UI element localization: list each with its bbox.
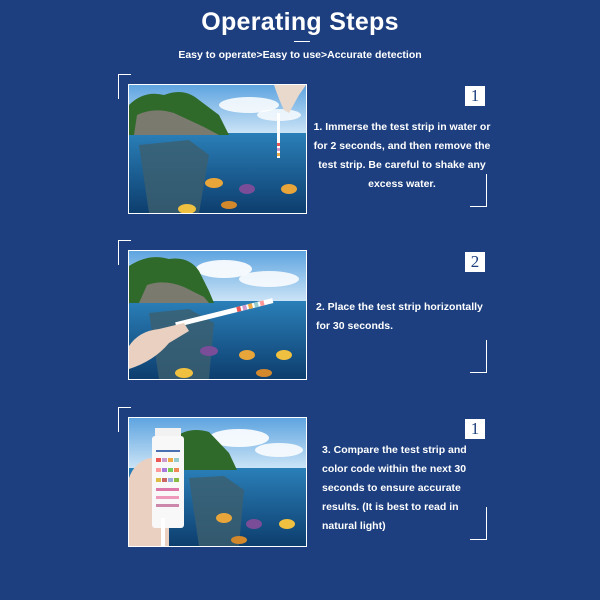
step-3-instruction: 3. Compare the test strip and color code within the next 30 seconds to ensure accurate results. (It is best to read in natural light) [322,444,467,532]
step-number-badge: 1 [465,419,485,439]
step-3-photo [128,417,307,547]
step-2 [0,240,600,380]
horizontal-strip-illustration [129,251,306,379]
corner-bracket-bottom-right [470,507,487,540]
step-1-instruction: 1. Immerse the test strip in water or for 2 seconds, and then remove the test strip. Be careful to shake any excess water. [313,121,491,190]
compare-color-chart-illustration [129,418,306,546]
step-1-photo [128,84,307,214]
page-subtitle: Easy to operate>Easy to use>Accurate detection [178,49,422,61]
corner-bracket-bottom-right [470,340,487,373]
immerse-strip-illustration [129,85,306,213]
step-3 [0,407,600,547]
corner-bracket-bottom-right [470,174,487,207]
page-title: Operating Steps [201,8,399,36]
step-2-instruction: 2. Place the test strip horizontally for 30 seconds. [316,301,483,332]
step-2-photo [128,250,307,380]
step-number-badge: 2 [465,252,485,272]
step-1 [0,74,600,214]
step-number-badge: 1 [465,86,485,106]
title-underline [294,41,310,42]
